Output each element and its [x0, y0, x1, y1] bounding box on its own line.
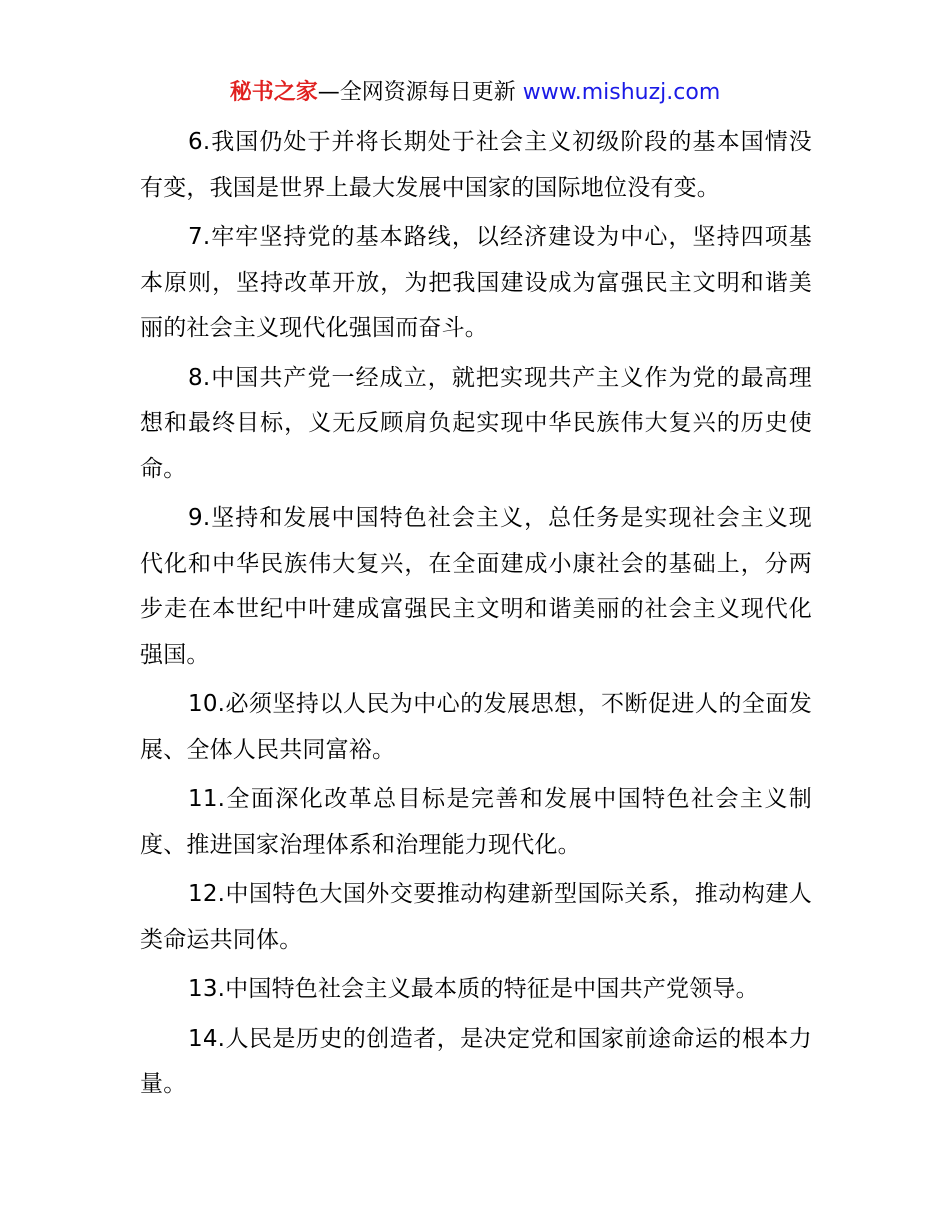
paragraph-6: 6.我国仍处于并将长期处于社会主义初级阶段的基本国情没有变，我国是世界上最大发展中国家的国际地位没有变。 — [140, 129, 812, 201]
site-link[interactable]: www.mishuzj.com — [522, 80, 721, 105]
paragraph-13: 13.中国特色社会主义最本质的特征是中国共产党领导。 — [188, 976, 759, 1002]
paragraph-12: 12.中国特色大国外交要推动构建新型国际关系，推动构建人类命运共同体。 — [140, 881, 812, 953]
paragraph-11: 11.全面深化改革总目标是完善和发展中国特色社会主义制度、推进国家治理体系和治理能力现代化。 — [140, 786, 812, 858]
paragraph-9: 9.坚持和发展中国特色社会主义，总任务是实现社会主义现代化和中华民族伟大复兴，在全面建成小康社会的基础上，分两步走在本世纪中叶建成富强民主文明和谐美丽的社会主义现代化强国。 — [140, 505, 812, 668]
page-header — [0, 76, 950, 110]
paragraph-7: 7.牢牢坚持党的基本路线，以经济建设为中心，坚持四项基本原则，坚持改革开放，为把我国建设成为富强民主文明和谐美丽的社会主义现代化强国而奋斗。 — [140, 224, 812, 341]
paragraph-10: 10.必须坚持以人民为中心的发展思想，不断促进人的全面发展、全体人民共同富裕。 — [140, 691, 812, 763]
brand-name: 秘书之家 — [229, 80, 318, 105]
paragraph-8: 8.中国共产党一经成立，就把实现共产主义作为党的最高理想和最终目标，义无反顾肩负起实现中华民族伟大复兴的历史使命。 — [140, 364, 812, 482]
paragraph-14: 14.人民是历史的创造者，是决定党和国家前途命运的根本力量。 — [140, 1025, 812, 1097]
header-tagline: —全网资源每日更新 — [317, 80, 523, 105]
document-body — [140, 120, 812, 1112]
